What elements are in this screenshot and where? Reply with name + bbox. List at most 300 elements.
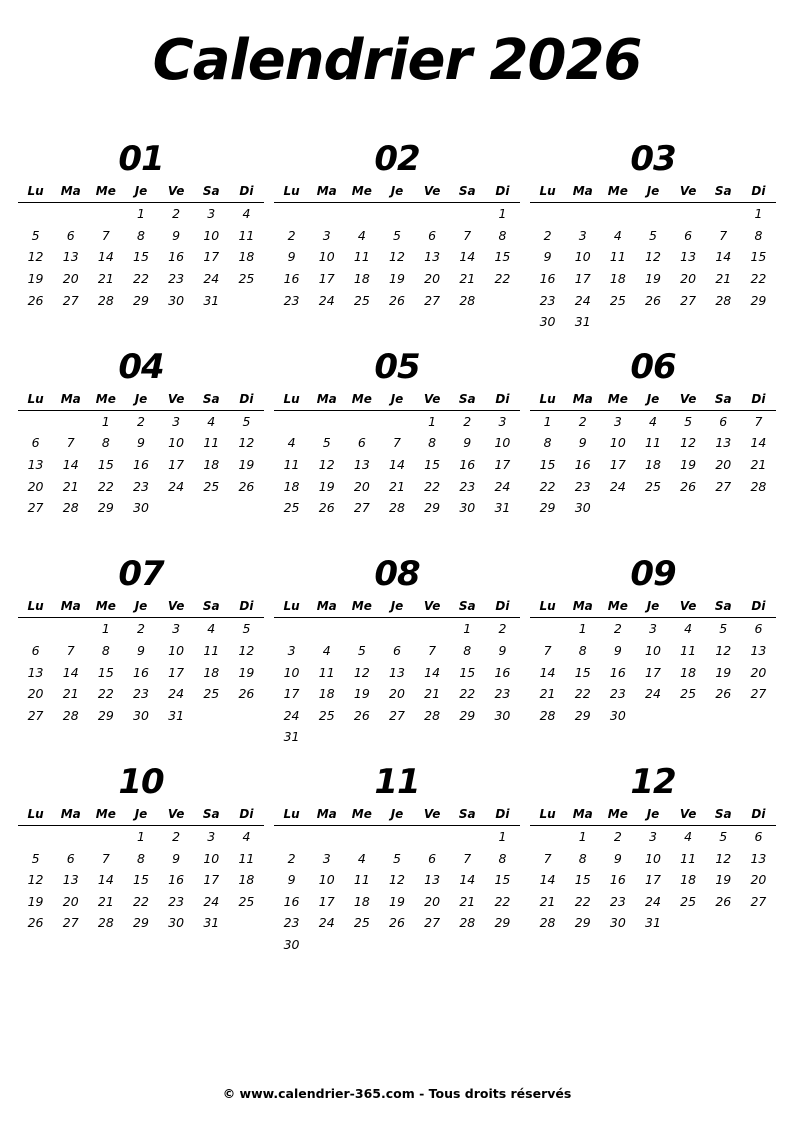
day-cell[interactable]: 26 — [715, 686, 732, 702]
day-cell[interactable]: 28 — [715, 292, 732, 308]
day-cell[interactable]: 20 — [750, 872, 767, 888]
day-cell[interactable]: 1 — [578, 828, 587, 844]
day-cell[interactable]: 8 — [428, 435, 437, 451]
day-cell[interactable]: 12 — [318, 457, 335, 473]
day-cell[interactable]: 30 — [168, 292, 185, 308]
day-cell[interactable]: 9 — [137, 435, 145, 451]
day-cell[interactable]: 18 — [609, 271, 626, 287]
day-cell[interactable]: 24 — [318, 292, 335, 308]
day-cell[interactable]: 14 — [539, 664, 556, 680]
day-cell[interactable]: 26 — [680, 478, 697, 494]
day-cell[interactable]: 11 — [203, 643, 220, 659]
day-cell[interactable]: 9 — [463, 435, 472, 451]
day-cell[interactable]: 5 — [322, 435, 331, 451]
day-cell[interactable]: 10 — [318, 249, 335, 265]
day-cell[interactable]: 22 — [574, 686, 591, 702]
day-cell[interactable]: 14 — [539, 872, 556, 888]
day-cell[interactable]: 20 — [27, 478, 44, 494]
day-cell[interactable]: 10 — [645, 850, 661, 866]
day-cell[interactable]: 20 — [62, 893, 79, 909]
day-cell[interactable]: 6 — [66, 850, 75, 866]
day-cell[interactable]: 6 — [719, 413, 728, 429]
day-cell[interactable]: 4 — [649, 413, 657, 429]
day-cell[interactable]: 7 — [543, 643, 552, 659]
day-cell[interactable]: 12 — [715, 850, 732, 866]
day-cell[interactable]: 17 — [203, 872, 220, 888]
day-cell[interactable]: 23 — [283, 292, 300, 308]
day-cell[interactable]: 3 — [613, 413, 622, 429]
day-cell[interactable]: 17 — [609, 457, 626, 473]
day-cell[interactable]: 16 — [609, 872, 626, 888]
day-cell[interactable]: 8 — [578, 850, 587, 866]
day-cell[interactable]: 16 — [459, 457, 476, 473]
day-cell[interactable]: 24 — [645, 686, 661, 702]
day-cell[interactable]: 6 — [754, 621, 763, 637]
day-cell[interactable]: 30 — [283, 936, 300, 952]
day-cell[interactable]: 12 — [680, 435, 697, 451]
day-cell[interactable]: 15 — [750, 249, 767, 265]
day-cell[interactable]: 28 — [539, 915, 556, 931]
day-cell[interactable]: 26 — [238, 686, 255, 702]
day-cell[interactable]: 29 — [424, 500, 441, 516]
day-cell[interactable]: 29 — [494, 915, 511, 931]
day-cell[interactable]: 22 — [574, 893, 591, 909]
day-cell[interactable]: 31 — [283, 729, 300, 745]
day-cell[interactable]: 30 — [609, 915, 626, 931]
day-cell[interactable]: 18 — [353, 893, 370, 909]
day-cell[interactable]: 26 — [27, 292, 44, 308]
day-cell[interactable]: 14 — [97, 872, 114, 888]
day-cell[interactable]: 28 — [750, 478, 767, 494]
day-cell[interactable]: 14 — [750, 435, 767, 451]
day-cell[interactable]: 19 — [645, 271, 661, 287]
day-cell[interactable]: 12 — [389, 872, 405, 888]
day-cell[interactable]: 6 — [684, 227, 693, 243]
day-cell[interactable]: 14 — [389, 457, 405, 473]
day-cell[interactable]: 28 — [539, 707, 556, 723]
day-cell[interactable]: 14 — [715, 249, 732, 265]
day-cell[interactable]: 2 — [498, 621, 507, 637]
day-cell[interactable]: 8 — [137, 227, 145, 243]
day-cell[interactable]: 28 — [459, 292, 476, 308]
day-cell[interactable]: 15 — [459, 664, 476, 680]
day-cell[interactable]: 23 — [609, 686, 626, 702]
day-cell[interactable]: 27 — [750, 686, 767, 702]
day-cell[interactable]: 19 — [318, 478, 335, 494]
day-cell[interactable]: 24 — [283, 707, 300, 723]
day-cell[interactable]: 19 — [27, 271, 44, 287]
day-cell[interactable]: 18 — [318, 686, 335, 702]
day-cell[interactable]: 14 — [62, 664, 79, 680]
day-cell[interactable]: 26 — [318, 500, 335, 516]
day-cell[interactable]: 3 — [649, 621, 657, 637]
day-cell[interactable]: 5 — [719, 828, 728, 844]
day-cell[interactable]: 7 — [428, 643, 437, 659]
day-cell[interactable]: 26 — [27, 915, 44, 931]
day-cell[interactable]: 21 — [459, 893, 476, 909]
day-cell[interactable]: 12 — [389, 249, 405, 265]
day-cell[interactable]: 13 — [353, 457, 370, 473]
day-cell[interactable]: 19 — [715, 664, 732, 680]
day-cell[interactable]: 3 — [207, 828, 216, 844]
day-cell[interactable]: 29 — [539, 500, 556, 516]
day-cell[interactable]: 24 — [609, 478, 626, 494]
day-cell[interactable]: 15 — [97, 664, 114, 680]
day-cell[interactable]: 3 — [578, 227, 587, 243]
day-cell[interactable]: 8 — [101, 435, 110, 451]
day-cell[interactable]: 26 — [238, 478, 255, 494]
day-cell[interactable]: 13 — [27, 457, 44, 473]
day-cell[interactable]: 23 — [133, 686, 149, 702]
day-cell[interactable]: 2 — [287, 850, 296, 866]
day-cell[interactable]: 27 — [353, 500, 370, 516]
day-cell[interactable]: 31 — [203, 915, 220, 931]
day-cell[interactable]: 2 — [137, 413, 145, 429]
day-cell[interactable]: 13 — [62, 872, 79, 888]
day-cell[interactable]: 3 — [172, 621, 181, 637]
day-cell[interactable]: 19 — [715, 872, 732, 888]
day-cell[interactable]: 25 — [680, 686, 697, 702]
day-cell[interactable]: 2 — [578, 413, 587, 429]
day-cell[interactable]: 17 — [318, 893, 335, 909]
day-cell[interactable]: 15 — [424, 457, 441, 473]
day-cell[interactable]: 1 — [428, 413, 437, 429]
day-cell[interactable]: 8 — [101, 643, 110, 659]
day-cell[interactable]: 16 — [609, 664, 626, 680]
day-cell[interactable]: 5 — [357, 643, 366, 659]
day-cell[interactable]: 10 — [574, 249, 591, 265]
day-cell[interactable]: 21 — [97, 893, 114, 909]
day-cell[interactable]: 22 — [494, 271, 511, 287]
day-cell[interactable]: 18 — [238, 249, 255, 265]
day-cell[interactable]: 8 — [137, 850, 145, 866]
day-cell[interactable]: 19 — [27, 893, 44, 909]
day-cell[interactable]: 11 — [238, 227, 255, 243]
day-cell[interactable]: 4 — [242, 206, 251, 222]
day-cell[interactable]: 13 — [750, 850, 767, 866]
day-cell[interactable]: 12 — [353, 664, 370, 680]
day-cell[interactable]: 1 — [463, 621, 472, 637]
day-cell[interactable]: 24 — [494, 478, 511, 494]
day-cell[interactable]: 5 — [393, 227, 401, 243]
day-cell[interactable]: 3 — [287, 643, 296, 659]
day-cell[interactable]: 19 — [389, 893, 405, 909]
day-cell[interactable]: 16 — [539, 271, 556, 287]
day-cell[interactable]: 10 — [283, 664, 300, 680]
day-cell[interactable]: 10 — [168, 643, 185, 659]
day-cell[interactable]: 13 — [750, 643, 767, 659]
day-cell[interactable]: 23 — [459, 478, 476, 494]
day-cell[interactable]: 18 — [680, 664, 697, 680]
day-cell[interactable]: 24 — [168, 478, 185, 494]
day-cell[interactable]: 5 — [719, 621, 728, 637]
day-cell[interactable]: 20 — [715, 457, 732, 473]
day-cell[interactable]: 19 — [238, 457, 255, 473]
day-cell[interactable]: 24 — [203, 893, 220, 909]
day-cell[interactable]: 9 — [172, 227, 181, 243]
day-cell[interactable]: 15 — [97, 457, 114, 473]
day-cell[interactable]: 23 — [133, 478, 149, 494]
day-cell[interactable]: 5 — [31, 850, 40, 866]
day-cell[interactable]: 8 — [498, 850, 507, 866]
day-cell[interactable]: 20 — [424, 893, 441, 909]
day-cell[interactable]: 25 — [353, 292, 370, 308]
day-cell[interactable]: 23 — [539, 292, 556, 308]
day-cell[interactable]: 28 — [62, 707, 79, 723]
day-cell[interactable]: 2 — [613, 621, 622, 637]
day-cell[interactable]: 15 — [574, 872, 591, 888]
day-cell[interactable]: 11 — [283, 457, 300, 473]
day-cell[interactable]: 21 — [459, 271, 476, 287]
day-cell[interactable]: 26 — [353, 707, 370, 723]
day-cell[interactable]: 17 — [494, 457, 511, 473]
day-cell[interactable]: 20 — [62, 271, 79, 287]
day-cell[interactable]: 10 — [203, 227, 220, 243]
day-cell[interactable]: 7 — [543, 850, 552, 866]
day-cell[interactable]: 20 — [27, 686, 44, 702]
day-cell[interactable]: 8 — [543, 435, 552, 451]
day-cell[interactable]: 18 — [353, 271, 370, 287]
day-cell[interactable]: 26 — [389, 915, 405, 931]
day-cell[interactable]: 2 — [613, 828, 622, 844]
day-cell[interactable]: 10 — [318, 872, 335, 888]
day-cell[interactable]: 16 — [133, 457, 149, 473]
day-cell[interactable]: 6 — [31, 643, 40, 659]
day-cell[interactable]: 21 — [750, 457, 767, 473]
day-cell[interactable]: 7 — [101, 850, 110, 866]
day-cell[interactable]: 15 — [494, 872, 511, 888]
day-cell[interactable]: 27 — [680, 292, 697, 308]
day-cell[interactable]: 16 — [283, 271, 300, 287]
day-cell[interactable]: 29 — [459, 707, 476, 723]
day-cell[interactable]: 3 — [207, 206, 216, 222]
day-cell[interactable]: 8 — [578, 643, 587, 659]
day-cell[interactable]: 18 — [203, 664, 220, 680]
day-cell[interactable]: 21 — [539, 893, 556, 909]
day-cell[interactable]: 6 — [66, 227, 75, 243]
day-cell[interactable]: 22 — [459, 686, 476, 702]
day-cell[interactable]: 26 — [715, 893, 732, 909]
day-cell[interactable]: 7 — [754, 413, 763, 429]
day-cell[interactable]: 21 — [715, 271, 732, 287]
day-cell[interactable]: 4 — [684, 621, 693, 637]
day-cell[interactable]: 16 — [574, 457, 591, 473]
day-cell[interactable]: 5 — [242, 621, 251, 637]
day-cell[interactable]: 25 — [238, 271, 255, 287]
day-cell[interactable]: 23 — [494, 686, 511, 702]
day-cell[interactable]: 30 — [539, 314, 556, 330]
day-cell[interactable]: 3 — [498, 413, 507, 429]
day-cell[interactable]: 1 — [137, 206, 145, 222]
day-cell[interactable]: 12 — [645, 249, 661, 265]
day-cell[interactable]: 6 — [393, 643, 401, 659]
day-cell[interactable]: 18 — [283, 478, 300, 494]
day-cell[interactable]: 28 — [62, 500, 79, 516]
day-cell[interactable]: 17 — [168, 664, 185, 680]
day-cell[interactable]: 30 — [133, 500, 149, 516]
day-cell[interactable]: 11 — [353, 249, 370, 265]
day-cell[interactable]: 29 — [750, 292, 767, 308]
day-cell[interactable]: 29 — [97, 707, 114, 723]
day-cell[interactable]: 25 — [203, 686, 220, 702]
day-cell[interactable]: 15 — [494, 249, 511, 265]
day-cell[interactable]: 5 — [684, 413, 693, 429]
day-cell[interactable]: 22 — [97, 478, 114, 494]
day-cell[interactable]: 2 — [137, 621, 145, 637]
day-cell[interactable]: 17 — [318, 271, 335, 287]
day-cell[interactable]: 6 — [428, 227, 437, 243]
day-cell[interactable]: 17 — [645, 664, 661, 680]
day-cell[interactable]: 13 — [424, 872, 441, 888]
day-cell[interactable]: 1 — [101, 621, 110, 637]
day-cell[interactable]: 21 — [389, 478, 405, 494]
day-cell[interactable]: 18 — [680, 872, 697, 888]
day-cell[interactable]: 7 — [66, 643, 75, 659]
day-cell[interactable]: 19 — [238, 664, 255, 680]
day-cell[interactable]: 25 — [318, 707, 335, 723]
day-cell[interactable]: 27 — [424, 915, 441, 931]
day-cell[interactable]: 11 — [680, 643, 697, 659]
day-cell[interactable]: 7 — [719, 227, 728, 243]
day-cell[interactable]: 17 — [203, 249, 220, 265]
day-cell[interactable]: 28 — [459, 915, 476, 931]
day-cell[interactable]: 6 — [31, 435, 40, 451]
day-cell[interactable]: 22 — [133, 893, 149, 909]
day-cell[interactable]: 24 — [574, 292, 591, 308]
day-cell[interactable]: 29 — [574, 915, 591, 931]
day-cell[interactable]: 4 — [684, 828, 693, 844]
day-cell[interactable]: 20 — [353, 478, 370, 494]
day-cell[interactable]: 1 — [137, 828, 145, 844]
day-cell[interactable]: 21 — [539, 686, 556, 702]
day-cell[interactable]: 4 — [357, 850, 366, 866]
day-cell[interactable]: 23 — [168, 893, 185, 909]
day-cell[interactable]: 16 — [168, 872, 185, 888]
day-cell[interactable]: 6 — [357, 435, 366, 451]
day-cell[interactable]: 14 — [62, 457, 79, 473]
day-cell[interactable]: 12 — [238, 643, 255, 659]
day-cell[interactable]: 31 — [574, 314, 591, 330]
day-cell[interactable]: 21 — [62, 478, 79, 494]
day-cell[interactable]: 15 — [133, 872, 149, 888]
day-cell[interactable]: 30 — [133, 707, 149, 723]
day-cell[interactable]: 22 — [97, 686, 114, 702]
day-cell[interactable]: 9 — [137, 643, 145, 659]
day-cell[interactable]: 21 — [62, 686, 79, 702]
day-cell[interactable]: 12 — [27, 249, 44, 265]
day-cell[interactable]: 4 — [322, 643, 331, 659]
day-cell[interactable]: 11 — [609, 249, 626, 265]
day-cell[interactable]: 5 — [242, 413, 251, 429]
day-cell[interactable]: 27 — [62, 915, 79, 931]
day-cell[interactable]: 14 — [97, 249, 114, 265]
day-cell[interactable]: 5 — [393, 850, 401, 866]
day-cell[interactable]: 1 — [498, 828, 507, 844]
day-cell[interactable]: 22 — [424, 478, 441, 494]
day-cell[interactable]: 6 — [754, 828, 763, 844]
day-cell[interactable]: 10 — [609, 435, 626, 451]
day-cell[interactable]: 25 — [203, 478, 220, 494]
day-cell[interactable]: 30 — [609, 707, 626, 723]
day-cell[interactable]: 25 — [680, 893, 697, 909]
day-cell[interactable]: 23 — [283, 915, 300, 931]
day-cell[interactable]: 13 — [680, 249, 697, 265]
day-cell[interactable]: 3 — [322, 850, 331, 866]
day-cell[interactable]: 31 — [494, 500, 511, 516]
day-cell[interactable]: 12 — [27, 872, 44, 888]
day-cell[interactable]: 15 — [133, 249, 149, 265]
day-cell[interactable]: 4 — [242, 828, 251, 844]
day-cell[interactable]: 23 — [574, 478, 591, 494]
day-cell[interactable]: 1 — [754, 206, 763, 222]
day-cell[interactable]: 28 — [97, 915, 114, 931]
day-cell[interactable]: 19 — [353, 686, 370, 702]
day-cell[interactable]: 30 — [168, 915, 185, 931]
day-cell[interactable]: 30 — [494, 707, 511, 723]
day-cell[interactable]: 31 — [645, 915, 661, 931]
day-cell[interactable]: 5 — [31, 227, 40, 243]
day-cell[interactable]: 25 — [238, 893, 255, 909]
day-cell[interactable]: 20 — [680, 271, 697, 287]
day-cell[interactable]: 7 — [463, 850, 472, 866]
day-cell[interactable]: 19 — [389, 271, 405, 287]
day-cell[interactable]: 20 — [424, 271, 441, 287]
day-cell[interactable]: 22 — [539, 478, 556, 494]
day-cell[interactable]: 13 — [27, 664, 44, 680]
day-cell[interactable]: 4 — [613, 227, 622, 243]
day-cell[interactable]: 7 — [101, 227, 110, 243]
day-cell[interactable]: 10 — [203, 850, 220, 866]
day-cell[interactable]: 26 — [389, 292, 405, 308]
day-cell[interactable]: 2 — [172, 206, 181, 222]
day-cell[interactable]: 28 — [424, 707, 441, 723]
day-cell[interactable]: 17 — [645, 872, 661, 888]
day-cell[interactable]: 1 — [101, 413, 110, 429]
day-cell[interactable]: 25 — [609, 292, 626, 308]
day-cell[interactable]: 7 — [463, 227, 472, 243]
day-cell[interactable]: 14 — [424, 664, 441, 680]
day-cell[interactable]: 13 — [715, 435, 732, 451]
day-cell[interactable]: 11 — [645, 435, 661, 451]
day-cell[interactable]: 8 — [463, 643, 472, 659]
day-cell[interactable]: 13 — [424, 249, 441, 265]
day-cell[interactable]: 27 — [424, 292, 441, 308]
day-cell[interactable]: 4 — [207, 621, 216, 637]
day-cell[interactable]: 11 — [238, 850, 255, 866]
day-cell[interactable]: 7 — [66, 435, 75, 451]
day-cell[interactable]: 8 — [498, 227, 507, 243]
day-cell[interactable]: 12 — [238, 435, 255, 451]
day-cell[interactable]: 9 — [498, 643, 507, 659]
day-cell[interactable]: 17 — [574, 271, 591, 287]
day-cell[interactable]: 21 — [97, 271, 114, 287]
day-cell[interactable]: 3 — [322, 227, 331, 243]
day-cell[interactable]: 2 — [172, 828, 181, 844]
day-cell[interactable]: 5 — [649, 227, 657, 243]
day-cell[interactable]: 14 — [459, 249, 476, 265]
day-cell[interactable]: 10 — [168, 435, 185, 451]
day-cell[interactable]: 18 — [645, 457, 661, 473]
day-cell[interactable]: 3 — [172, 413, 181, 429]
day-cell[interactable]: 24 — [203, 271, 220, 287]
day-cell[interactable]: 10 — [645, 643, 661, 659]
day-cell[interactable]: 26 — [645, 292, 661, 308]
day-cell[interactable]: 25 — [353, 915, 370, 931]
day-cell[interactable]: 9 — [543, 249, 552, 265]
day-cell[interactable]: 1 — [578, 621, 587, 637]
day-cell[interactable]: 23 — [609, 893, 626, 909]
day-cell[interactable]: 1 — [543, 413, 552, 429]
